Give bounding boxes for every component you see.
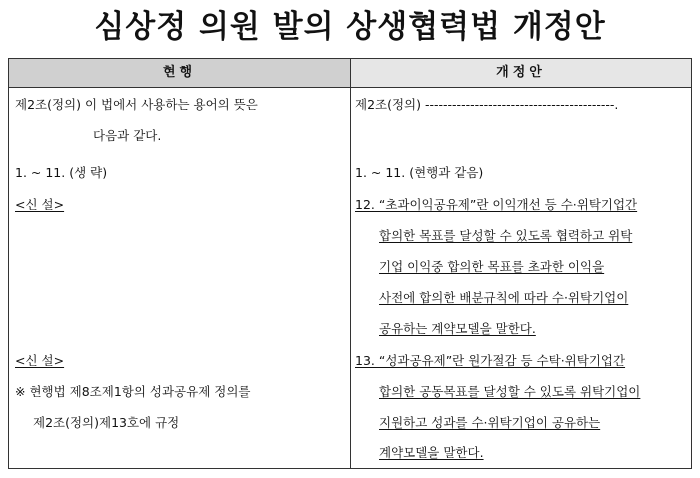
amend-item-12-line: 사전에 합의한 배분규칙에 따라 수·위탁기업이 [379,290,629,305]
current-new-item-12: <신 설> [15,197,65,212]
amend-item-12-line: 기업 이익중 합의한 목표를 초과한 이익을 [379,259,605,274]
column-divider [350,59,351,468]
amend-item-12-line: 12. “초과이익공유제”란 이익개선 등 수·위탁기업간 [355,197,638,212]
amend-item-13-line: 합의한 공동목표를 달성할 수 있도록 위탁기업이 [379,384,641,399]
comparison-table [8,58,692,469]
current-items-1-11: 1. ~ 11. (생 략) [15,165,108,180]
amend-items-1-11: 1. ~ 11. (현행과 같음) [355,165,484,180]
amend-item-12-line: 합의한 목표를 달성할 수 있도록 협력하고 위탁 [379,228,633,243]
amend-item-12-line: 공유하는 계약모델을 말한다. [379,321,536,336]
header-amendment: 개정안 [351,59,691,87]
current-new-item-13: <신 설> [15,353,65,368]
current-article-2-cont: 다음과 같다. [93,128,162,143]
amend-article-2: 제2조(정의) ------------------------------------------. [355,97,619,112]
current-article-2: 제2조(정의) 이 법에서 사용하는 용어의 뜻은 [15,97,258,112]
amend-item-13-line: 지원하고 성과를 수·위탁기업이 공유하는 [379,415,601,430]
amend-item-13-line: 13. “성과공유제”란 원가절감 등 수탁·위탁기업간 [355,353,626,368]
current-note-cont: 제2조(정의)제13호에 규정 [33,415,180,430]
page-title: 심상정 의원 발의 상생협력법 개정안 [94,9,606,45]
amend-item-13-line: 계약모델을 말한다. [379,445,484,460]
header-current-law: 현행 [9,59,350,87]
current-note: ※ 현행법 제8조제1항의 성과공유제 정의를 [15,384,251,399]
